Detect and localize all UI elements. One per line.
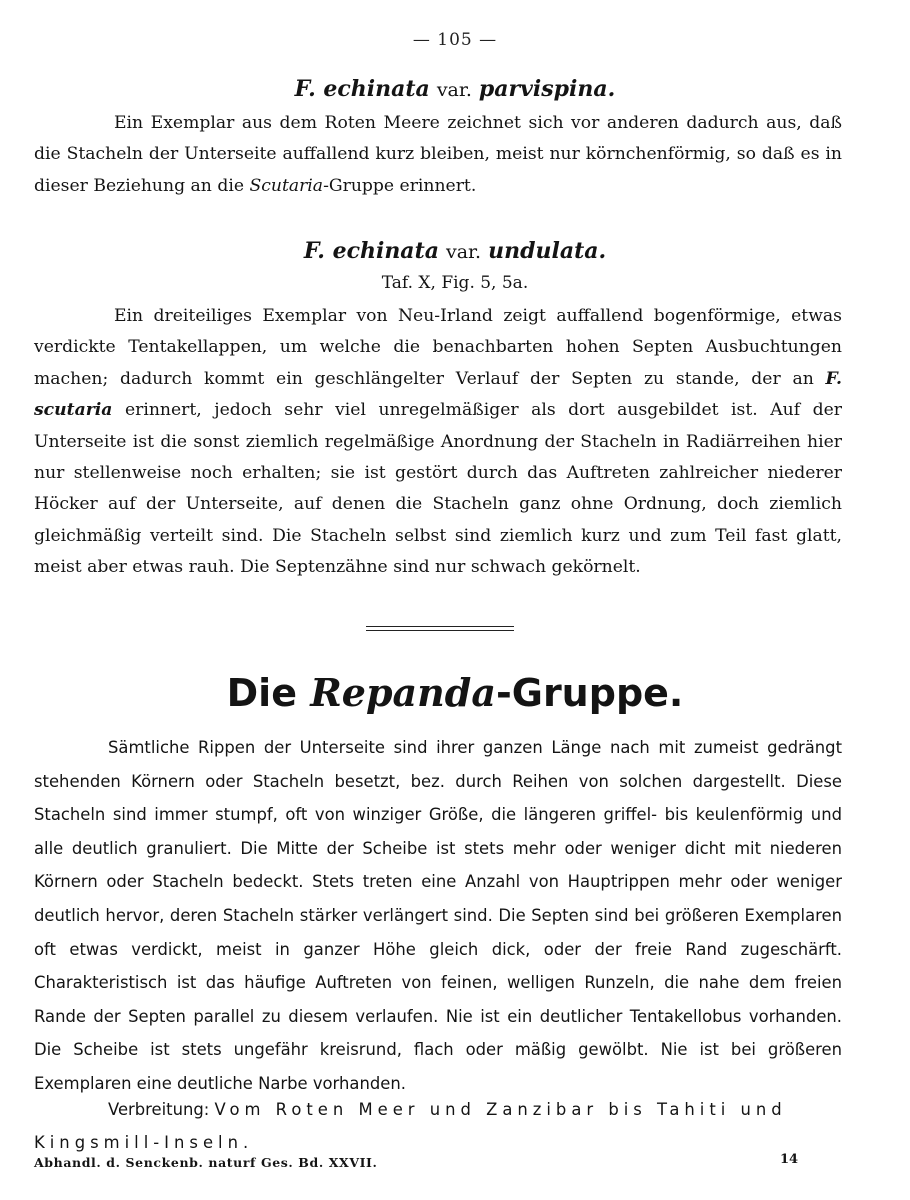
heading-undulata — [0, 238, 910, 264]
heading-parvispina — [0, 76, 910, 102]
heading-genus: F. echinata — [303, 238, 439, 264]
paragraph-parvispina — [34, 108, 842, 202]
italic-reference: F. scutaria — [34, 368, 842, 421]
paragraph-text: Ein Exemplar aus dem Roten Meere zeichnet sich vor anderen dadurch aus, daß die Stacheln der Unterseite auffallend kurz bleiben, meist nur körnchenförmig, so daß es in dieser Beziehung an die — [34, 113, 842, 196]
heading-var-label: var. — [445, 241, 482, 263]
distribution-line — [34, 1093, 842, 1159]
paragraph-undulata — [34, 301, 842, 584]
heading-variety-name: undulata. — [488, 238, 607, 264]
paragraph-repanda: Sämtliche Rippen der Unterseite sind ihrer ganzen Länge nach mit zumeist gedrängt stehenden Körnern oder Stacheln besetzt, bez. durch Reihen von solchen dargestellt. Diese Stacheln sind immer stumpf, oft von winziger Größe, die längeren griffel- bis keulenförmig und alle deutlich granuliert. Die Mitte der Scheibe ist stets mehr oder weniger dicht mit niederen Körnern oder Stacheln bedeckt. Stets treten eine Anzahl von Hauptrippen mehr oder weniger deutlich hervor, deren Stacheln stärker verlängert sind. Die Septen sind bei größeren Exemplaren oft etwas verdickt, meist in ganzer Höhe gleich dick, oder der freie Rand zugeschärft. Charakteristisch ist das häufige Auftreten von feinen, welligen Runzeln, die nahe dem freien Rande der Septen parallel zu diesem verlaufen. Nie ist ein deutlicher Tentakellobus vorhanden. Die Scheibe ist stets ungefähr kreisrund, flach oder mäßig gewölbt. Nie ist bei größeren Exemplaren eine deutliche Narbe vorhanden. — [34, 738, 842, 1093]
title-genus: Repanda — [310, 670, 496, 715]
heading-genus: F. echinata — [294, 76, 430, 102]
footer-journal: Abhandl. d. Senckenb. naturf Ges. Bd. XXVII. — [34, 1155, 378, 1170]
plate-reference: Taf. X, Fig. 5, 5a. — [381, 273, 529, 293]
section-divider — [366, 626, 514, 631]
paragraph-text: -Gruppe erinnert. — [323, 175, 477, 196]
section-title — [0, 670, 910, 715]
paragraph-text: erinnert, jedoch sehr viel unregelmäßiger als dort ausgebildet ist. Auf der Unterseite ist die sonst ziemlich regelmäßige Anordnung der Stacheln in Radiärreihen hier nur stellenweise noch erhalten; sie ist gestört durch das Auftreten zahlreicher niederer Höcker auf der Unterseite, auf denen die Stacheln ganz ohne Ordnung, doch ziemlich gleichmäßig verteilt sind. Die Stacheln selbst sind ziemlich kurz und zum Teil fast glatt, meist aber etwas rauh. Die Septenzähne sind nur schwach gekörnelt. — [34, 400, 842, 578]
heading-var-label: var. — [436, 79, 472, 101]
distribution-text: Vom Roten Meer und Zanzibar bis Tahiti und Kingsmill-Inseln. — [34, 1100, 787, 1152]
page-number: — 105 — — [412, 30, 498, 50]
italic-term: Scutaria — [249, 175, 324, 196]
footer-sheet-number: 14 — [780, 1152, 799, 1167]
paragraph-text: Ein dreiteiliges Exemplar von Neu-Irland zeigt auffallend bogenförmige, etwas verdickte Tentakellappen, um welche die benachbarten hohen Septen Ausbuchtungen machen; dadurch kommt ein geschlängelter Verlauf der Septen zu stande, der an — [34, 306, 842, 389]
heading-variety-name: parvispina. — [478, 76, 616, 102]
distribution-label: Verbreitung: — [108, 1100, 210, 1119]
title-suffix: -Gruppe. — [495, 671, 684, 715]
title-prefix: Die — [226, 671, 311, 715]
